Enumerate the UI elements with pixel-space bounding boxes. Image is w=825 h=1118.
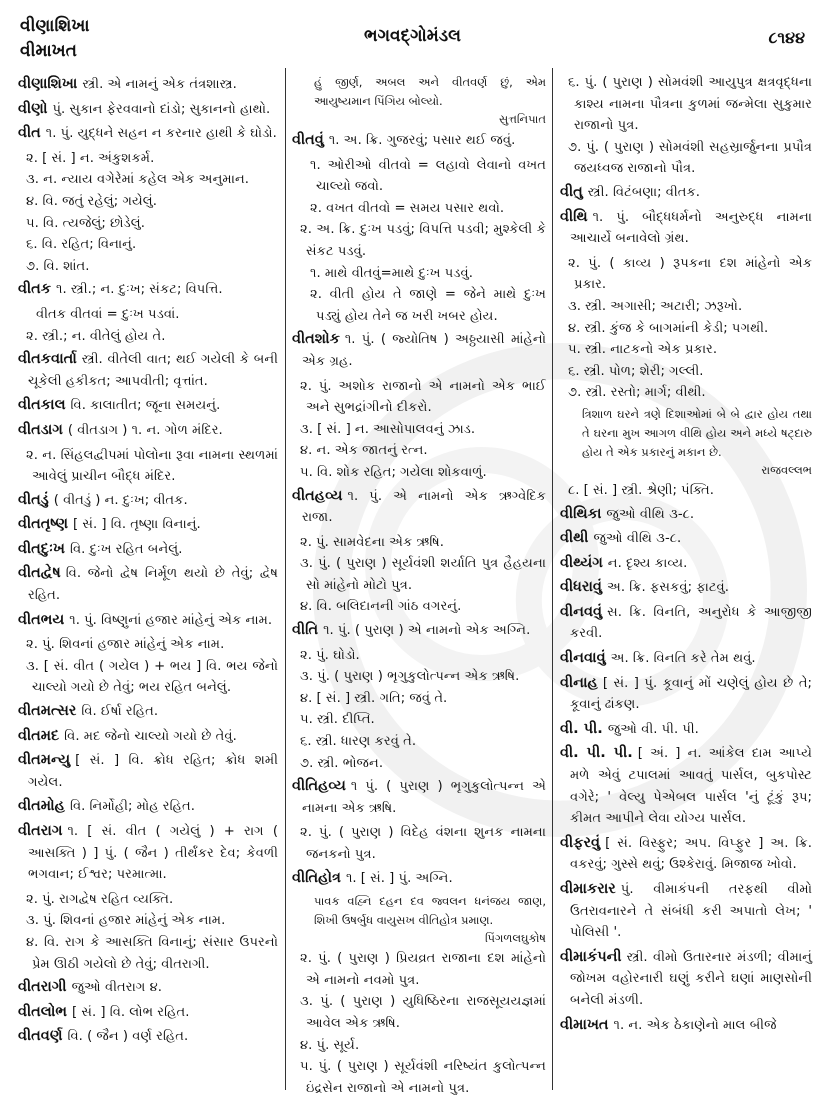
sense-text: ૨. પું. ( પુરાણ ) પ્રિયવ્રત રાજાના દશ માંહેનો એ નામનો નવમો પુત્ર.: [300, 951, 546, 988]
sense-text: ૩. સ્ત્રી. અગાસી; અટારી; ઝરૂખો.: [568, 298, 743, 314]
definition: વિ. નિર્મોહી; મોહ રહિત.: [69, 799, 195, 815]
quote-source: રાજવલ્લભ: [761, 462, 812, 477]
sense-text: ૮. [ સં. ] સ્ત્રી. શ્રેણી; પંક્તિ.: [568, 482, 714, 498]
sense-text: ૫. સ્ત્રી. નાટકનો એક પ્રકાર.: [568, 342, 718, 358]
sense-text: ૨. વખત વીતવો = સમય પસાર થવો.: [310, 200, 505, 216]
headword: વીથી: [560, 530, 589, 547]
definition: પું. સુકાન ફેરવવાનો દાંડો; સુકાનનો હાથો.: [52, 101, 271, 117]
sense-definition: [292, 731, 546, 753]
sense-text: ૧. માથે વીતવું=માથે દુઃખ પડવું.: [310, 265, 473, 281]
sense-text: ૫. વિ. શોક રહિત; ગયેલા શોકવાળું.: [300, 464, 487, 480]
sense-definition: [18, 932, 278, 975]
sense-definition: [292, 688, 546, 710]
sense-text: ૨. પું. ( કાવ્ય ) રૂપકના દશ માંહેનો એક પ્રકાર.: [568, 255, 812, 293]
headword: વીતકાલ: [18, 397, 66, 414]
dictionary-entry: [18, 420, 278, 442]
dictionary-entry: [560, 528, 812, 550]
definition: ૧. ન. એક ઠેકાણેનો માલ બીજે: [613, 1017, 777, 1033]
dictionary-entry: [18, 1002, 278, 1024]
sense-text: ૨. પું. ( પુરાણ ) વિદેહ વંશના શુનક નામના જનકનો પુત્ર.: [300, 825, 546, 862]
dictionary-entry: [560, 553, 812, 575]
definition: ૧. અ. ક્રિ. ગુજરવું; પસાર થઈ જવું.: [328, 133, 516, 148]
sense-text: ૨. અ. ક્રિ. દુઃખ પડવું; વિપત્તિ પડવી; મુશ્કેલી કે સંકટ પડવું.: [300, 222, 546, 259]
dictionary-entry: [18, 796, 278, 818]
definition: સ્ત્રી. એ નામનું એક તંત્રશાસ્ત્ર.: [82, 77, 237, 92]
headword: વીતુ: [560, 183, 583, 200]
sense-text: ૪. ન. એક જાતનું રત્ન.: [300, 443, 428, 459]
sense-text: ૬. વિ. રહિત; વિનાનું.: [26, 237, 137, 253]
headword: વીતભય: [18, 611, 65, 628]
sense-definition: [18, 256, 278, 278]
sense-definition: [560, 382, 812, 404]
quote-text: હું જીર્ણ, અબલ અને વીતવર્ણ છું, એમ આયુષ્યમાન પિંગિય બોલ્યો.: [314, 75, 546, 108]
sense-text: ૩. પું. ( પુરાણ ) સૂર્યવંશી શર્યાતિ પુત્ર હૈહયના સો માંહેનો મોટો પુત્ર.: [300, 556, 546, 593]
headword: વીતશોક: [292, 331, 340, 348]
definition: [ સં. ] વિ. ક્રોધ રહિત; ક્રોધ શમી ગયેલ.: [28, 753, 278, 790]
dictionary-entry: [560, 182, 812, 204]
headword: વીમાકરાર: [560, 881, 616, 897]
sense-text: ૨. [ સં. ] ન. અંકુશકર્મ.: [26, 150, 155, 166]
definition: [ સં. ] વિ. લોભ રહિત.: [71, 1004, 190, 1020]
dictionary-entry: [560, 673, 812, 716]
dictionary-entry: [18, 74, 278, 96]
sense-text: ૨. પું. શિવનાં હજાર માંહેનું એક નામ.: [26, 637, 225, 653]
column-3: [560, 72, 812, 1039]
usage-example: [292, 198, 546, 220]
dictionary-entry: [18, 563, 278, 606]
headword: વીતદ્વેષ: [18, 565, 61, 582]
column-divider: [552, 68, 553, 1090]
headword: વીતહવ્ય: [292, 487, 343, 504]
definition: વિ. જેનો દ્વેષ નિર્મૂળ થયો છે તેવું; દ્વેષ રહિત.: [28, 566, 278, 604]
definition: વિ. કાલાતીત; જૂના સમયનું.: [70, 398, 221, 414]
dictionary-entry: [18, 821, 278, 886]
usage-example: [18, 304, 278, 326]
dictionary-entry: [18, 99, 278, 121]
usage-example: [292, 155, 546, 198]
sense-text: ૪. વિ. જતું રહેલું; ગયેલું.: [26, 193, 157, 209]
guide-word-first: વીણાશિખા: [20, 16, 90, 36]
column-1: [18, 72, 278, 1051]
dictionary-entry: [560, 947, 812, 1012]
dictionary-entry: [560, 879, 812, 944]
dictionary-entry: [292, 486, 546, 529]
sense-text: ૬. સ્ત્રી. ધારણ કરવું તે.: [300, 734, 417, 750]
dictionary-entry: [292, 868, 546, 890]
sense-text: ૩. પું. ( પુરાણ ) યુધિષ્ઠિરના રાજસૂયયજ્ઞમાં આવેલ એક ઋષિ.: [300, 994, 546, 1031]
sense-text: ૨. ન. સિંહલદ્વીપમાં પોલોના રૂવા નામના સ્થળમાં આવેલું પ્રાચીન બૌદ્ધ મંદિર.: [26, 447, 278, 485]
sense-text: ૭. સ્ત્રી. ભોજન.: [300, 755, 384, 771]
definition: વિ. ઈર્ષા રહિત.: [81, 704, 159, 720]
sense-text: ૩. પું. ( પુરાણ ) ભૃગુકુલોત્પન્ન એક ઋષિ.: [300, 669, 520, 685]
definition: સ્ત્રી. વીતેલી વાત; થઈ ગયેલી કે બની ચૂકેલી હકીકત; આપવીતી; વૃત્તાંત.: [28, 352, 278, 389]
sense-text: ૬. પું. ( પુરાણ ) સોમવંશી આયુપુત્ર ક્ષત્રવૃદ્ધના કાશ્ય નામના પૌત્રના કુળમાં જન્મેલા સુકુમાર રાજાનો પુત્ર.: [568, 75, 812, 134]
definition: [ સં. ] વિ. તૃષ્ણા વિનાનું.: [72, 517, 201, 533]
dictionary-entry: [18, 750, 278, 793]
dictionary-entry: [292, 130, 546, 152]
headword: વીતડું: [18, 491, 49, 508]
sense-definition: [18, 213, 278, 235]
definition: વિ. ( જૈન ) વર્ણ રહિત.: [67, 1029, 189, 1045]
dictionary-entry: [18, 279, 278, 301]
sense-definition: [18, 148, 278, 170]
sense-definition: [18, 326, 278, 348]
sense-text: ૪. વિ. રાગ કે આસક્તિ વિનાનું; સંસાર ઉપરનો પ્રેમ ઊઠી ગયેલો છે તેવું; વીતરાગી.: [26, 934, 278, 972]
sense-definition: [292, 532, 546, 554]
headword: વીતડાગ: [18, 421, 63, 438]
page-number: ૮૧૪૪: [768, 28, 805, 47]
definition: ન. દૃશ્ય કાવ્ય.: [607, 555, 688, 571]
headword: વીમાખત: [560, 1016, 609, 1033]
dictionary-entry: [18, 610, 278, 632]
sense-text: ૫. વિ. ત્યજેલું; છોડેલું.: [26, 215, 145, 231]
sense-text: ૨. વીતી હોય તે જાણે = જેને માથે દુઃખ પડ્યું હોય તેને જ ખરી ખબર હોય.: [310, 287, 546, 324]
sense-definition: [292, 596, 546, 618]
guide-word-last: વીમાખત: [20, 41, 77, 61]
dictionary-entry: [560, 602, 812, 645]
dictionary-entry: [18, 1026, 278, 1048]
sense-text: ૪. [ સં. ] સ્ત્રી. ગતિ; જવું તે.: [300, 690, 448, 706]
citation-quote: [292, 73, 546, 128]
sense-text: ૩. [ સં. વીત ( ગયેલ ) + ભય ] વિ. ભય જેનો ચાલ્યો ગયો છે તેવું; ભય રહિત બનેલું.: [26, 658, 278, 696]
definition: ૧. સ્ત્રી.; ન. દુઃખ; સંકટ; વિપત્તિ.: [56, 282, 223, 298]
sense-definition: [292, 991, 546, 1034]
headword: વીતતૃષ્ણ: [18, 516, 68, 533]
quote-source: સુત્તનિપાત: [498, 112, 546, 126]
sense-definition: [292, 219, 546, 262]
headword: વી. પી.: [560, 720, 603, 737]
sense-text: ૨. સ્ત્રી.; ન. વીતેલું હોય તે.: [26, 328, 166, 344]
sense-text: ૧. ઓરીઓ વીતવો = લહાવો લેવાનો વખત ચાલ્યો જવો.: [310, 157, 546, 195]
sense-definition: [292, 709, 546, 731]
usage-example: [292, 284, 546, 327]
definition: સ. ક્રિ. વિનતિ, અનુરોધ કે આજીજી કરવી.: [570, 604, 812, 642]
definition: અ. ક્રિ. ફસકવું; ફાટવું.: [606, 580, 729, 596]
dictionary-entry: [560, 504, 812, 526]
sense-definition: [18, 910, 278, 932]
definition: ૧. પું. ( પુરાણ ) એ નામનો એક અગ્નિ.: [323, 623, 531, 639]
dictionary-entry: [18, 539, 278, 561]
headword: વીથ્યંગ: [560, 554, 603, 571]
sense-definition: [292, 419, 546, 441]
headword: વીધરાવું: [560, 579, 602, 596]
headword: વીતવર્ણ: [18, 1028, 63, 1045]
definition: ૧. પું. ( જ્યોતિષ ) અઠ્ઠયાસી માંહેનો એક ગ્રહ.: [302, 332, 546, 369]
definition: ( વીતડાગ ) ૧. ન. ગોળ મંદિર.: [67, 422, 223, 438]
definition: [ સં. ] પું. કૂવાનું મોં ચણેલું હોય છે તે; કૂવાનું ઢાંકણ.: [570, 675, 812, 713]
dictionary-entry: [18, 701, 278, 723]
quote-text: ત્રિશાળ ઘરને ત્રણે દિશાઓમાં બે બે દ્વાર હોય તથા તે ઘરના મુખ આગળ વીથિ હોય અને મધ્યે ષટ્દારુ હોય તે એક પ્રકારનું મકાન છે.: [582, 406, 812, 459]
sense-text: ૫. સ્ત્રી. દીપ્તિ.: [300, 712, 375, 728]
sense-definition: [560, 137, 812, 180]
sense-text: વીતક વીતવાં = દુઃખ પડવાં.: [36, 306, 180, 322]
sense-definition: [18, 445, 278, 488]
headword: વીનાહ: [560, 674, 598, 691]
dictionary-entry: [560, 577, 812, 599]
sense-definition: [292, 666, 546, 688]
sense-definition: [18, 191, 278, 213]
headword: વીતમોહ: [18, 798, 65, 815]
sense-text: ૭. સ્ત્રી. રસ્તો; માર્ગ; વીથી.: [568, 385, 706, 401]
dictionary-entry: [18, 514, 278, 536]
dictionary-entry: [560, 207, 812, 250]
sense-text: ૪. પું. સૂર્ય.: [300, 1037, 360, 1053]
dictionary-entry: [18, 349, 278, 392]
sense-text: ૪. સ્ત્રી. કુંજ કે બાગમાંની કેડી; પગથી.: [568, 320, 769, 336]
sense-text: ૨. પું. અશોક રાજાનો એ નામનો એક ભાઈ અને સુભદ્રાંગીનો દીકરો.: [300, 378, 546, 416]
sense-definition: [560, 361, 812, 383]
sense-definition: [292, 645, 546, 667]
headword: વીતિહવ્ય: [292, 778, 346, 795]
sense-definition: [560, 296, 812, 318]
sense-definition: [292, 553, 546, 596]
citation-quote: [292, 892, 546, 947]
definition: અ. ક્રિ. વિનતિ કરે તેમ થવું.: [610, 651, 756, 667]
headword: વીતકવાર્તા: [18, 351, 77, 368]
sense-definition: [18, 656, 278, 699]
headword: વીથિ: [560, 208, 588, 225]
headword: વીનવાવું: [560, 650, 606, 667]
headword: વીતદુઃખ: [18, 540, 65, 557]
sense-definition: [292, 376, 546, 419]
headword: વીનવવું: [560, 603, 603, 620]
headword: વીતિ: [292, 622, 319, 639]
sense-text: ૪. વિ. બલિદાનની ગાંઠ વગરનું.: [300, 599, 462, 615]
sense-text: ૨. પું. રાગદ્વેષ રહિત વ્યક્તિ.: [26, 891, 174, 907]
sense-definition: [18, 234, 278, 256]
dictionary-entry: [560, 648, 812, 670]
headword: વીથિકા: [560, 505, 602, 522]
headword: વીતરાગી: [18, 979, 67, 996]
sense-text: ૨. પું. ઘોડો.: [300, 647, 360, 663]
definition: ૧. પું. યુદ્ધને સહન ન કરનાર હાથી કે ઘોડો.: [45, 126, 277, 142]
sense-text: ૩. ન. ન્યાય વગેરેમાં કહેલ એક અનુમાન.: [26, 172, 249, 188]
sense-text: ૫. પું. ( પુરાણ ) સૂર્યવંશી નરિષ્યંત કુલોત્પન્ન ઇંદ્રસેન રાજાનો એ નામનો પુત્ર.: [300, 1059, 546, 1096]
definition: જુઓ વીતરાગ ૪.: [71, 980, 162, 996]
headword: વીત: [18, 125, 41, 142]
headword: વીફરવું: [560, 834, 601, 851]
dictionary-entry: [18, 395, 278, 417]
dictionary-entry: [18, 977, 278, 999]
headword: વીતમન્યુ: [18, 752, 71, 769]
sense-text: ૨. પું. સામવેદના એક ઋષિ.: [300, 534, 444, 550]
headword: વી. પી. પી.: [560, 745, 633, 762]
sense-text: ૩. [ સં. ] ન. આસોપાલવનું ઝાડ.: [300, 421, 476, 437]
definition: ૧ પું. ( પુરાણ ) ભૃગુકુલોત્પન્ન એ નામના એક ઋષિ.: [302, 779, 546, 816]
definition: [ અં. ] ન. આંકેલ દામ આપ્યે મળે એવું ટપાલમાં આવતું પાર્સલ, બુકપોસ્ટ વગેરે; ' વેલ્યુ પેએબલ પાર્સલ 'નું ટૂંકું રૂપ; કીમત આપીને લેવા યોગ્ય પાર્સલ.: [570, 746, 813, 827]
dictionary-entry: [292, 620, 546, 642]
definition: વિ. દુઃખ રહિત બનેલું.: [69, 541, 183, 557]
dictionary-entry: [292, 776, 546, 819]
sense-definition: [292, 462, 546, 484]
definition: ૧. પું. બૌદ્ધધર્મનો અનુરુદ્ધ નામના આચાર્યે બનાવેલો ગ્રંથ.: [570, 209, 812, 247]
dictionary-entry: [18, 490, 278, 512]
sense-definition: [292, 753, 546, 775]
definition: [ સં. વિસ્ફુર; અપ. વિપ્ફુર ] અ. ક્રિ. વકરવું; ગુસ્સે થવું; ઉશ્કેરાવું. મિજાજ ખોવો.: [570, 835, 812, 873]
headword: વીણાશિખા: [18, 76, 78, 92]
definition: ૧. [ સં. વીત ( ગયેલું ) + રાગ ( આસક્તિ ) ] પું. ( જૈન ) તીર્થંકર દેવ; કેવળી ભગવાન; ઈશ્વર; પરમાત્મા.: [28, 824, 278, 883]
sense-text: ૭. પું. ( પુરાણ ) સોમવંશી સહસ્રાર્જુનના પ્રપૌત્ર જયધ્વજ રાજાનો પૌત્ર.: [568, 139, 812, 177]
sense-definition: [560, 253, 812, 296]
headword: વીતવું: [292, 132, 324, 148]
definition: પું. વીમાકંપની તરફથી વીમો ઉતરાવનારને તે સંબંધી કરી અપાતો લેખ; ' પોલિસી '.: [570, 882, 812, 941]
sense-definition: [292, 948, 546, 991]
dictionary-entry: [560, 1015, 812, 1037]
sense-definition: [18, 169, 278, 191]
dictionary-entry: [18, 726, 278, 748]
headword: વીતલોભ: [18, 1003, 67, 1020]
definition: જુઓ વીથિ ૩-૮.: [606, 506, 695, 522]
sense-text: ૭. વિ. શાંત.: [26, 258, 90, 274]
definition: ૧. પું. એ નામનો એક ઋગ્વેદિક રાજા.: [302, 488, 546, 526]
sense-definition: [292, 1035, 546, 1057]
sense-definition: [560, 480, 812, 502]
sense-text: ૩. પું. શિવનાં હજાર માંહેનું એક નામ.: [26, 913, 226, 929]
sense-definition: [292, 1056, 546, 1099]
definition: જુઓ વી. પી. પી.: [607, 721, 699, 737]
headword: વીતમદ: [18, 727, 60, 744]
sense-definition: [18, 889, 278, 911]
column-divider: [285, 68, 286, 1090]
sense-definition: [560, 318, 812, 340]
dictionary-entry: [560, 743, 812, 829]
headword: વીમાકંપની: [560, 948, 622, 965]
quote-source: પિંગળલઘુકોષ: [484, 931, 546, 946]
definition: સ્ત્રી. વીમો ઉતારનાર મંડળી; વીમાનું જોખમ વહોરનારી ઘણું કરીને ઘણાં માણસોની બનેલી મંડળી.: [570, 949, 812, 1008]
headword: વીણો: [18, 100, 48, 117]
dictionary-entry: [292, 329, 546, 372]
dictionary-entry: [18, 123, 278, 145]
headword: વીતિહોત્ર: [292, 869, 341, 886]
sense-text: ૬. સ્ત્રી. પોળ; શેરી; ગલ્લી.: [568, 363, 704, 379]
headword: વીતરાગ: [18, 823, 63, 839]
sense-definition: [292, 822, 546, 865]
definition: જુઓ વીથિ ૩-૮.: [593, 531, 682, 547]
sense-definition: [560, 72, 812, 137]
definition: ૧. પું. વિષ્ણુનાં હજાર માંહેનું એક નામ.: [69, 612, 273, 628]
headword: વીતમત્સર: [18, 703, 77, 720]
sense-definition: [560, 339, 812, 361]
definition: ૧. [ સં. ] પું. અગ્નિ.: [345, 870, 453, 886]
definition: વિ. મદ જેનો ચાલ્યો ગયો છે તેવું.: [64, 728, 237, 744]
quote-text: પાવક વહ્નિ દહન દવ જ્વલન ધનંજય જાણ, શિખી ઉષર્બુધ વાયુસખ વીતિહોત્ર પ્રમાણ.: [314, 894, 546, 928]
page-title: ભગવદ્ગોમંડલ: [364, 26, 461, 46]
sense-definition: [18, 634, 278, 656]
dictionary-entry: [560, 833, 812, 876]
usage-example: [292, 263, 546, 285]
dictionary-entry: [560, 719, 812, 741]
citation-quote: [560, 405, 812, 479]
headword: વીતક: [18, 281, 52, 298]
sense-definition: [292, 440, 546, 462]
definition: ( વીતડું ) ન. દુઃખ; વીતક.: [53, 492, 188, 508]
definition: સ્ત્રી. વિટંબણા; વીતક.: [587, 184, 701, 200]
column-2: [292, 72, 546, 1099]
